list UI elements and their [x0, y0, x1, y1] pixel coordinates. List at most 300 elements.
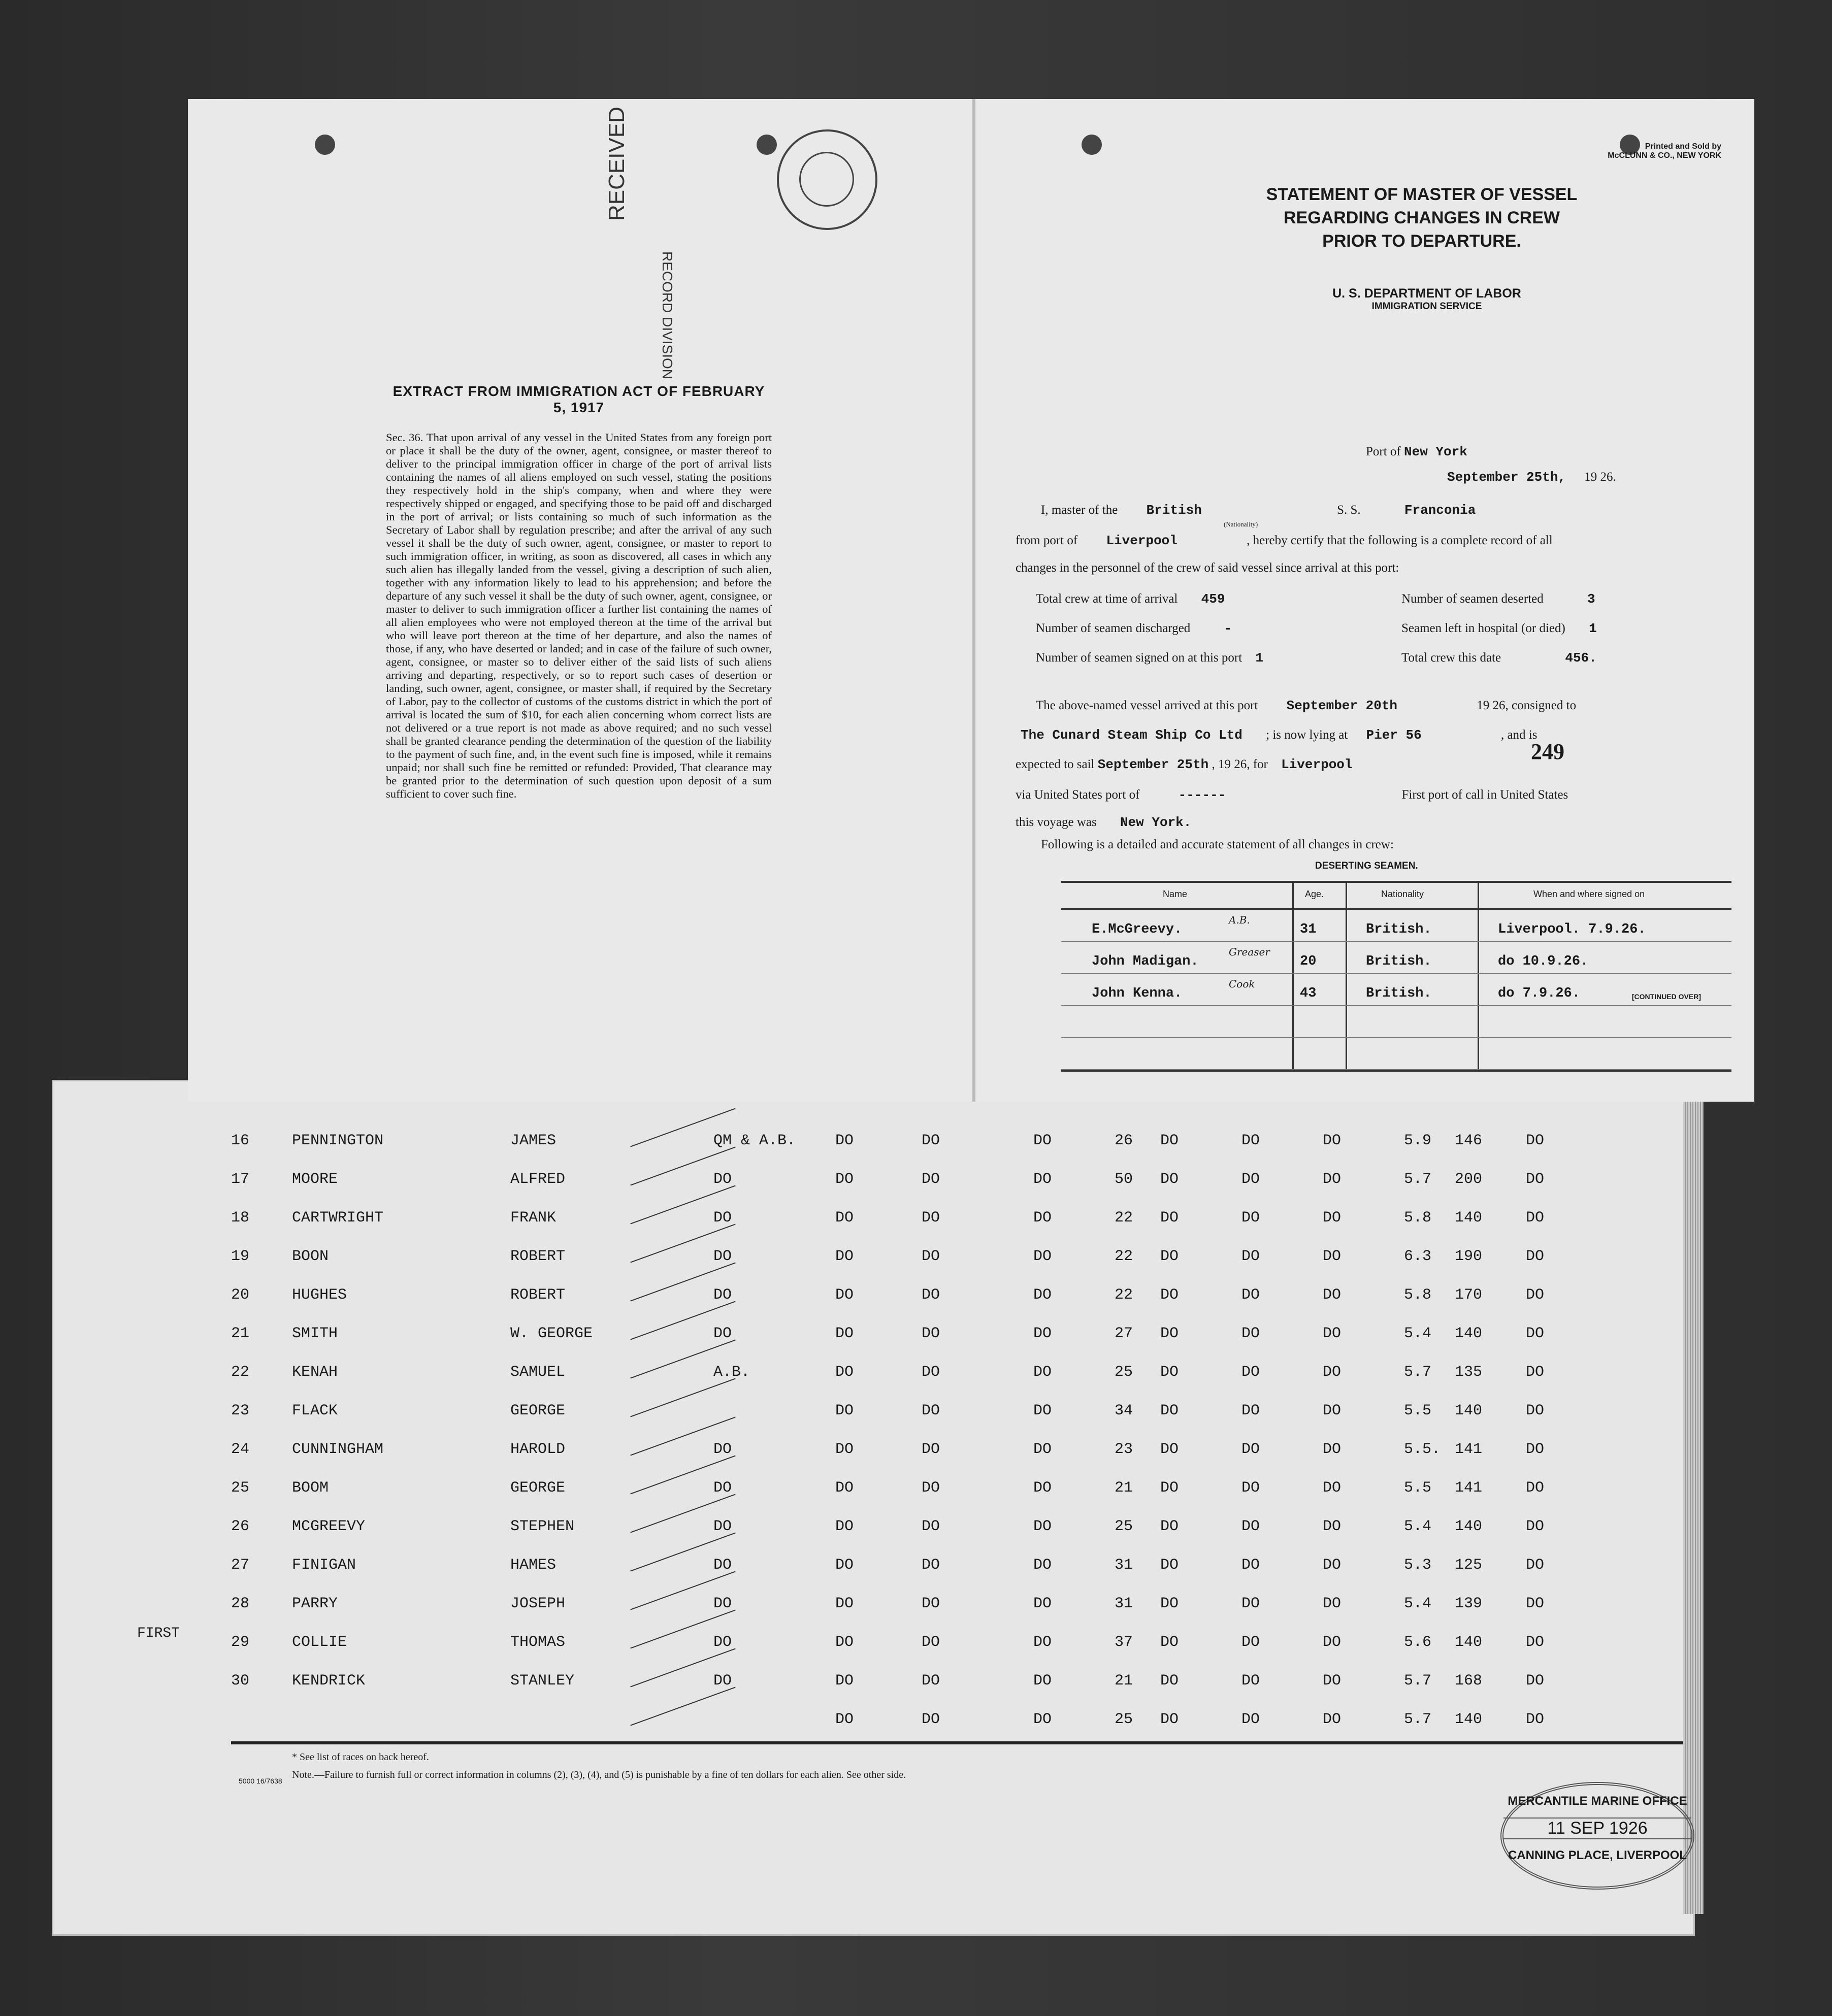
voyage-label: this voyage was: [1016, 815, 1097, 829]
cell-pos: QM & A.B.: [713, 1132, 796, 1149]
cell-given: GEORGE: [510, 1402, 566, 1419]
cell-c: DO: [1033, 1634, 1052, 1651]
discharged-value: -: [1224, 621, 1232, 636]
cell-ht: 5.7: [1404, 1672, 1432, 1690]
cell-no: 19: [231, 1248, 250, 1265]
cell-given: ROBERT: [510, 1248, 566, 1265]
deserter-nat: British.: [1366, 922, 1432, 937]
continued-over: [CONTINUED OVER]: [1631, 993, 1701, 1001]
cell-ht: 5.5: [1404, 1479, 1432, 1497]
cell-age: 34: [1115, 1402, 1133, 1419]
cell-no: 20: [231, 1286, 250, 1304]
cell-g: DO: [1526, 1402, 1545, 1419]
circular-seal-stamp: [777, 129, 877, 230]
table-row: [53, 1353, 1693, 1389]
deserter-name: John Kenna.: [1092, 986, 1183, 1001]
cell-age: 22: [1115, 1286, 1133, 1304]
cell-surname: PARRY: [292, 1595, 338, 1612]
cell-a: DO: [835, 1557, 854, 1574]
printer-line-1: Printed and Sold by: [1645, 142, 1721, 151]
cell-no: 24: [231, 1441, 250, 1458]
arrived-value: September 20th: [1286, 698, 1398, 713]
cell-e: DO: [1241, 1634, 1260, 1651]
arrived-label: The above-named vessel arrived at this port: [1036, 699, 1258, 712]
cell-a: DO: [835, 1518, 854, 1535]
cell-no: 27: [231, 1557, 250, 1574]
cell-f: DO: [1323, 1209, 1342, 1227]
table-row: [53, 1392, 1693, 1428]
cell-g: DO: [1526, 1441, 1545, 1458]
nationality-note: (Nationality): [1224, 520, 1258, 528]
table-row: [53, 1315, 1693, 1350]
cell-pos: DO: [713, 1518, 732, 1535]
cell-g: DO: [1526, 1595, 1545, 1612]
footnote-races: * See list of races on back hereof.: [292, 1751, 429, 1763]
cell-b: DO: [922, 1171, 940, 1188]
cell-g: DO: [1526, 1286, 1545, 1304]
cell-a: DO: [835, 1441, 854, 1458]
cell-e: DO: [1241, 1132, 1260, 1149]
table-row: [53, 1662, 1693, 1698]
nationality-value: British: [1146, 503, 1202, 518]
cell-age: 37: [1115, 1634, 1133, 1651]
year-value: 19 26.: [1584, 470, 1616, 484]
pier-value: Pier 56: [1366, 728, 1422, 743]
table-row: [53, 1199, 1693, 1235]
cell-a: DO: [835, 1171, 854, 1188]
hospital-value: 1: [1589, 621, 1597, 636]
cell-ht: 5.3: [1404, 1557, 1432, 1574]
cell-d: DO: [1160, 1248, 1179, 1265]
cell-b: DO: [922, 1595, 940, 1612]
cell-e: DO: [1241, 1479, 1260, 1497]
cell-e: DO: [1241, 1518, 1260, 1535]
cell-age: 31: [1115, 1557, 1133, 1574]
total-date-value: 456.: [1565, 650, 1597, 666]
col-name: Name: [1163, 889, 1188, 899]
cell-c: DO: [1033, 1171, 1052, 1188]
deserter-note: A.B.: [1229, 914, 1250, 926]
ship-value: Franconia: [1404, 503, 1476, 518]
right-page-lower: [1010, 99, 1731, 1102]
cell-b: DO: [922, 1325, 940, 1342]
cell-a: DO: [835, 1364, 854, 1381]
cell-ht: 5.8: [1404, 1209, 1432, 1227]
port-value: New York: [1404, 444, 1467, 459]
cell-no: 21: [231, 1325, 250, 1342]
cell-a: DO: [835, 1325, 854, 1342]
via-value: ------: [1178, 787, 1226, 803]
certify-text: , hereby certify that the following is a complete record of all: [1247, 534, 1553, 547]
cell-a: DO: [835, 1595, 854, 1612]
crew-manifest-sheet: [53, 1081, 1693, 1934]
cell-f: DO: [1323, 1479, 1342, 1497]
extract-heading: EXTRACT FROM IMMIGRATION ACT OF FEBRUARY 5, 1917: [392, 383, 765, 415]
table-row: [53, 1546, 1693, 1582]
cell-g: DO: [1526, 1672, 1545, 1690]
cell-b: DO: [922, 1634, 940, 1651]
cell-a: DO: [835, 1634, 854, 1651]
cell-wt: 140: [1455, 1518, 1483, 1535]
date-value: September 25th,: [1447, 470, 1566, 485]
cell-wt: 141: [1455, 1479, 1483, 1497]
cell-b: DO: [922, 1557, 940, 1574]
cell-no: 26: [231, 1518, 250, 1535]
cell-g: DO: [1526, 1248, 1545, 1265]
cell-e: DO: [1241, 1286, 1260, 1304]
cell-pos: DO: [713, 1672, 732, 1690]
cell-no: 28: [231, 1595, 250, 1612]
deserter-row: [1061, 910, 1731, 942]
cell-f: DO: [1323, 1171, 1342, 1188]
cell-ht: 5.5.: [1404, 1441, 1441, 1458]
cell-ht: 5.6: [1404, 1634, 1432, 1651]
cell-wt: 170: [1455, 1286, 1483, 1304]
table-row: [53, 1276, 1693, 1312]
cell-no: 25: [231, 1479, 250, 1497]
cell-d: DO: [1160, 1171, 1179, 1188]
cell-b: DO: [922, 1209, 940, 1227]
cell-given: SAMUEL: [510, 1364, 566, 1381]
table-row: [53, 1469, 1693, 1505]
cell-pos: DO: [713, 1209, 732, 1227]
deserter-row: [1061, 942, 1731, 974]
cell-surname: HUGHES: [292, 1286, 347, 1304]
cell-g: DO: [1526, 1364, 1545, 1381]
cell-wt: 190: [1455, 1248, 1483, 1265]
deserter-age: 43: [1300, 986, 1317, 1001]
cell-e: DO: [1241, 1209, 1260, 1227]
cell-surname: FLACK: [292, 1402, 338, 1419]
cell-a: DO: [835, 1286, 854, 1304]
cell-pos: DO: [713, 1171, 732, 1188]
deserter-note: Cook: [1229, 978, 1255, 990]
deserter-name: John Madigan.: [1092, 954, 1199, 969]
cell-b: DO: [922, 1711, 940, 1728]
footnote-penalty: Note.—Failure to furnish full or correct information in columns (2), (3), (4), and (5) is punishable by a fine of ten dollars for each alien. See other side.: [292, 1769, 906, 1780]
cell-b: DO: [922, 1402, 940, 1419]
first-label: FIRST: [137, 1626, 180, 1641]
cell-b: DO: [922, 1248, 940, 1265]
from-port-label: from port of: [1016, 534, 1078, 547]
total-date-label: Total crew this date: [1401, 651, 1501, 665]
dept-line-1: U. S. DEPARTMENT OF LABOR: [1332, 286, 1521, 301]
cell-wt: 146: [1455, 1132, 1483, 1149]
master-statement-document: [188, 99, 1754, 1102]
first-port-label: First port of call in United States: [1401, 788, 1568, 802]
cell-ht: 6.3: [1404, 1248, 1432, 1265]
cell-d: DO: [1160, 1402, 1179, 1419]
cell-a: DO: [835, 1672, 854, 1690]
cell-b: DO: [922, 1441, 940, 1458]
port-label: Port of: [1366, 445, 1401, 458]
cell-d: DO: [1160, 1518, 1179, 1535]
cell-c: DO: [1033, 1402, 1052, 1419]
col-nationality: Nationality: [1381, 889, 1424, 899]
signed-label: Number of seamen signed on at this port: [1036, 651, 1242, 665]
cell-c: DO: [1033, 1672, 1052, 1690]
cell-ht: 5.9: [1404, 1132, 1432, 1149]
expected-value: September 25th: [1097, 757, 1209, 772]
certify-line-2: changes in the personnel of the crew of said vessel since arrival at this port:: [1016, 561, 1399, 575]
cell-given: ALFRED: [510, 1171, 566, 1188]
cell-no: 18: [231, 1209, 250, 1227]
cell-age: 27: [1115, 1325, 1133, 1342]
cell-no: 22: [231, 1364, 250, 1381]
cell-surname: MCGREEVY: [292, 1518, 366, 1535]
cell-pos: DO: [713, 1325, 732, 1342]
form-number: 5000 16/7638: [239, 1777, 282, 1785]
cell-given: STEPHEN: [510, 1518, 575, 1535]
cell-age: 25: [1115, 1518, 1133, 1535]
cell-no: 30: [231, 1672, 250, 1690]
cell-f: DO: [1323, 1441, 1342, 1458]
cell-given: STANLEY: [510, 1672, 575, 1690]
cell-d: DO: [1160, 1132, 1179, 1149]
cell-c: DO: [1033, 1209, 1052, 1227]
cell-age: 23: [1115, 1441, 1133, 1458]
cell-wt: 140: [1455, 1325, 1483, 1342]
from-port-value: Liverpool: [1106, 533, 1177, 548]
cell-surname: SMITH: [292, 1325, 338, 1342]
cell-g: DO: [1526, 1171, 1545, 1188]
cell-e: DO: [1241, 1171, 1260, 1188]
cell-ht: 5.7: [1404, 1171, 1432, 1188]
cell-a: DO: [835, 1209, 854, 1227]
cell-f: DO: [1323, 1286, 1342, 1304]
cell-f: DO: [1323, 1325, 1342, 1342]
title-line-1: STATEMENT OF MASTER OF VESSEL REGARDING CHANGES IN CREW: [1266, 185, 1578, 227]
cell-surname: FINIGAN: [292, 1557, 356, 1574]
deserting-table-header: [1061, 883, 1731, 910]
cell-ht: 5.4: [1404, 1325, 1432, 1342]
cell-c: DO: [1033, 1711, 1052, 1728]
arrived-year: 19 26, consigned to: [1477, 699, 1577, 712]
deserter-signed: do 10.9.26.: [1498, 954, 1589, 969]
cell-pos: DO: [713, 1634, 732, 1651]
cell-e: DO: [1241, 1364, 1260, 1381]
table-row: [53, 1585, 1693, 1621]
cell-surname: PENNINGTON: [292, 1132, 384, 1149]
cell-f: DO: [1323, 1518, 1342, 1535]
and-is-text: , and is: [1500, 728, 1537, 742]
cell-ht: 5.4: [1404, 1518, 1432, 1535]
cell-given: W. GEORGE: [510, 1325, 593, 1342]
cell-age: 31: [1115, 1595, 1133, 1612]
title-line-2: PRIOR TO DEPARTURE.: [1322, 232, 1521, 251]
cell-surname: KENDRICK: [292, 1672, 366, 1690]
cell-age: 25: [1115, 1364, 1133, 1381]
cell-wt: 168: [1455, 1672, 1483, 1690]
cell-given: JOSEPH: [510, 1595, 566, 1612]
cell-d: DO: [1160, 1672, 1179, 1690]
total-arrival-value: 459: [1201, 591, 1225, 607]
cell-g: DO: [1526, 1518, 1545, 1535]
voyage-value: New York.: [1120, 815, 1192, 830]
cell-g: DO: [1526, 1634, 1545, 1651]
cell-no: 29: [231, 1634, 250, 1651]
cell-g: DO: [1526, 1557, 1545, 1574]
cell-d: DO: [1160, 1364, 1179, 1381]
cell-f: DO: [1323, 1711, 1342, 1728]
master-label: I, master of the: [1041, 503, 1118, 517]
cell-c: DO: [1033, 1132, 1052, 1149]
extract-body: Sec. 36. That upon arrival of any vessel in the United States from any foreign port or place it shall be the duty of the owner, agent, consignee, or master thereof to deliver to the principal immigration officer in charge of the port of arrival lists containing the names of all aliens employed on such vessel, stating the positions they respectively hold in the ship's company, when and where they were respectively shipped or engaged, and specifying those to be paid off and discharged in the port of arrival; or lists containing so much of such information as the Secretary of Labor shall by regulation prescribe; and after the arrival of any such vessel it shall be the duty of such owner, agent, consignee, or master to report to such immigration officer, in writing, as soon as discovered, all cases in which any such alien has illegally landed from the vessel, giving a description of such alien, together with any information likely to lead to his apprehension; and before the departure of any such vessel it shall be the duty of such owner, agent, consignee, or master to deliver to such immigration officer a further list containing the names of all alien employees who were not employed thereon at the time of the arrival but who will leave port thereon at the time of her departure, and also the names of those, if any, who have deserted or landed; and in case of the failure of such owner, agent, consignee, or master so to deliver either of the said lists of such aliens arriving and departing, respectively, or so to report such cases of desertion or landing, such owner, agent, consignee, or master shall, if required by the Secretary of Labor, pay to the collector of customs of the customs district in which the port of arrival is located the sum of $10, for each alien concerning whom correct lists are not delivered or a true report is not made as above required; and no such vessel shall be granted clearance pending the determination of the question of the liability to the payment of such fine, and, in the event such fine is imposed, while it remains unpaid; nor shall such fine be remitted or refunded: Provided, That clearance may be granted prior to the determination of such question upon deposit of a sum sufficient to cover such fine.: [386, 431, 772, 800]
cell-ht: 5.5: [1404, 1402, 1432, 1419]
cell-given: HAROLD: [510, 1441, 566, 1458]
cell-age: 25: [1115, 1711, 1133, 1728]
deserted-label: Number of seamen deserted: [1401, 592, 1544, 606]
deserting-rows: [1061, 910, 1731, 1070]
cell-d: DO: [1160, 1711, 1179, 1728]
cell-given: HAMES: [510, 1557, 557, 1574]
table-row: [53, 1701, 1693, 1736]
cell-d: DO: [1160, 1557, 1179, 1574]
cell-f: DO: [1323, 1402, 1342, 1419]
cell-pos: A.B.: [713, 1364, 750, 1381]
following-text: Following is a detailed and accurate statement of all changes in crew:: [1041, 838, 1394, 851]
cell-c: DO: [1033, 1325, 1052, 1342]
destination-value: Liverpool: [1281, 757, 1353, 772]
col-age: Age.: [1305, 889, 1324, 899]
cell-g: DO: [1526, 1209, 1545, 1227]
cell-c: DO: [1033, 1286, 1052, 1304]
cell-e: DO: [1241, 1557, 1260, 1574]
cell-a: DO: [835, 1248, 854, 1265]
table-row: [53, 1508, 1693, 1543]
cell-f: DO: [1323, 1132, 1342, 1149]
document-number: 249: [1531, 739, 1564, 764]
cell-wt: 140: [1455, 1402, 1483, 1419]
cell-e: DO: [1241, 1711, 1260, 1728]
manifest-footnotes: [292, 1751, 906, 1787]
cell-b: DO: [922, 1479, 940, 1497]
table-row: [53, 1238, 1693, 1273]
cell-pos: DO: [713, 1286, 732, 1304]
cell-given: JAMES: [510, 1132, 557, 1149]
cell-surname: BOON: [292, 1248, 329, 1265]
cell-f: DO: [1323, 1634, 1342, 1651]
deserter-signed: Liverpool. 7.9.26.: [1498, 922, 1646, 937]
cell-surname: MOORE: [292, 1171, 338, 1188]
deserter-row: [1061, 1006, 1731, 1038]
deserter-nat: British.: [1366, 954, 1432, 969]
cell-d: DO: [1160, 1286, 1179, 1304]
mercantile-marine-stamp: [1500, 1782, 1694, 1890]
cell-wt: 200: [1455, 1171, 1483, 1188]
cell-g: DO: [1526, 1479, 1545, 1497]
cell-wt: 140: [1455, 1209, 1483, 1227]
cell-d: DO: [1160, 1634, 1179, 1651]
cell-e: DO: [1241, 1248, 1260, 1265]
cell-g: DO: [1526, 1325, 1545, 1342]
cell-c: DO: [1033, 1248, 1052, 1265]
consignee-value: The Cunard Steam Ship Co Ltd: [1021, 728, 1242, 743]
cell-wt: 135: [1455, 1364, 1483, 1381]
cell-age: 50: [1115, 1171, 1133, 1188]
cell-f: DO: [1323, 1248, 1342, 1265]
cell-pos: DO: [713, 1595, 732, 1612]
cell-surname: KENAH: [292, 1364, 338, 1381]
stamp-date: 11 SEP 1926: [1503, 1817, 1691, 1839]
cell-surname: BOOM: [292, 1479, 329, 1497]
col-signed-on: When and where signed on: [1533, 889, 1645, 899]
expected-label: expected to sail: [1016, 757, 1095, 771]
cell-g: DO: [1526, 1711, 1545, 1728]
printer-line-2: McCLUNN & CO., NEW YORK: [1608, 151, 1721, 160]
cell-age: 22: [1115, 1209, 1133, 1227]
cell-age: 26: [1115, 1132, 1133, 1149]
deserter-name: E.McGreevy.: [1092, 922, 1183, 937]
table-row: [53, 1161, 1693, 1196]
cell-ht: 5.8: [1404, 1286, 1432, 1304]
cell-no: 23: [231, 1402, 250, 1419]
cell-surname: CARTWRIGHT: [292, 1209, 384, 1227]
deserter-row: [1061, 974, 1731, 1006]
left-page: [386, 383, 772, 801]
cell-wt: 141: [1455, 1441, 1483, 1458]
cell-f: DO: [1323, 1557, 1342, 1574]
total-arrival-label: Total crew at time of arrival: [1036, 592, 1178, 606]
ss-label: S. S.: [1337, 503, 1361, 517]
via-label: via United States port of: [1016, 788, 1140, 802]
cell-pos: DO: [713, 1441, 732, 1458]
table-row: [53, 1624, 1693, 1659]
cell-given: ROBERT: [510, 1286, 566, 1304]
cell-c: DO: [1033, 1441, 1052, 1458]
cell-b: DO: [922, 1286, 940, 1304]
expected-year: , 19 26, for: [1212, 757, 1268, 771]
cell-e: DO: [1241, 1595, 1260, 1612]
deserter-signed: do 7.9.26.: [1498, 986, 1581, 1001]
table-row: [53, 1122, 1693, 1158]
manifest-bottom-rule: [231, 1741, 1683, 1744]
cell-given: FRANK: [510, 1209, 557, 1227]
cell-pos: DO: [713, 1479, 732, 1497]
discharged-label: Number of seamen discharged: [1036, 621, 1191, 635]
cell-ht: 5.7: [1404, 1364, 1432, 1381]
cell-d: DO: [1160, 1595, 1179, 1612]
cell-e: DO: [1241, 1402, 1260, 1419]
cell-e: DO: [1241, 1672, 1260, 1690]
cell-b: DO: [922, 1518, 940, 1535]
cell-d: DO: [1160, 1325, 1179, 1342]
cell-a: DO: [835, 1132, 854, 1149]
cell-no: 16: [231, 1132, 250, 1149]
deserter-row: [1061, 1038, 1731, 1070]
cell-c: DO: [1033, 1364, 1052, 1381]
cell-age: 21: [1115, 1479, 1133, 1497]
cell-f: DO: [1323, 1364, 1342, 1381]
cell-d: DO: [1160, 1441, 1179, 1458]
cell-ht: 5.7: [1404, 1711, 1432, 1728]
cell-c: DO: [1033, 1595, 1052, 1612]
cell-d: DO: [1160, 1209, 1179, 1227]
cell-e: DO: [1241, 1441, 1260, 1458]
cell-wt: 140: [1455, 1634, 1483, 1651]
cell-c: DO: [1033, 1479, 1052, 1497]
deserter-age: 31: [1300, 922, 1317, 937]
dept-line-2: IMMIGRATION SERVICE: [1371, 301, 1482, 312]
cell-g: DO: [1526, 1132, 1545, 1149]
cell-surname: COLLIE: [292, 1634, 347, 1651]
deserting-title: DESERTING SEAMEN.: [1315, 861, 1418, 871]
cell-surname: CUNNINGHAM: [292, 1441, 384, 1458]
cell-f: DO: [1323, 1595, 1342, 1612]
deserter-age: 20: [1300, 954, 1317, 969]
cell-wt: 125: [1455, 1557, 1483, 1574]
cell-pos: DO: [713, 1248, 732, 1265]
